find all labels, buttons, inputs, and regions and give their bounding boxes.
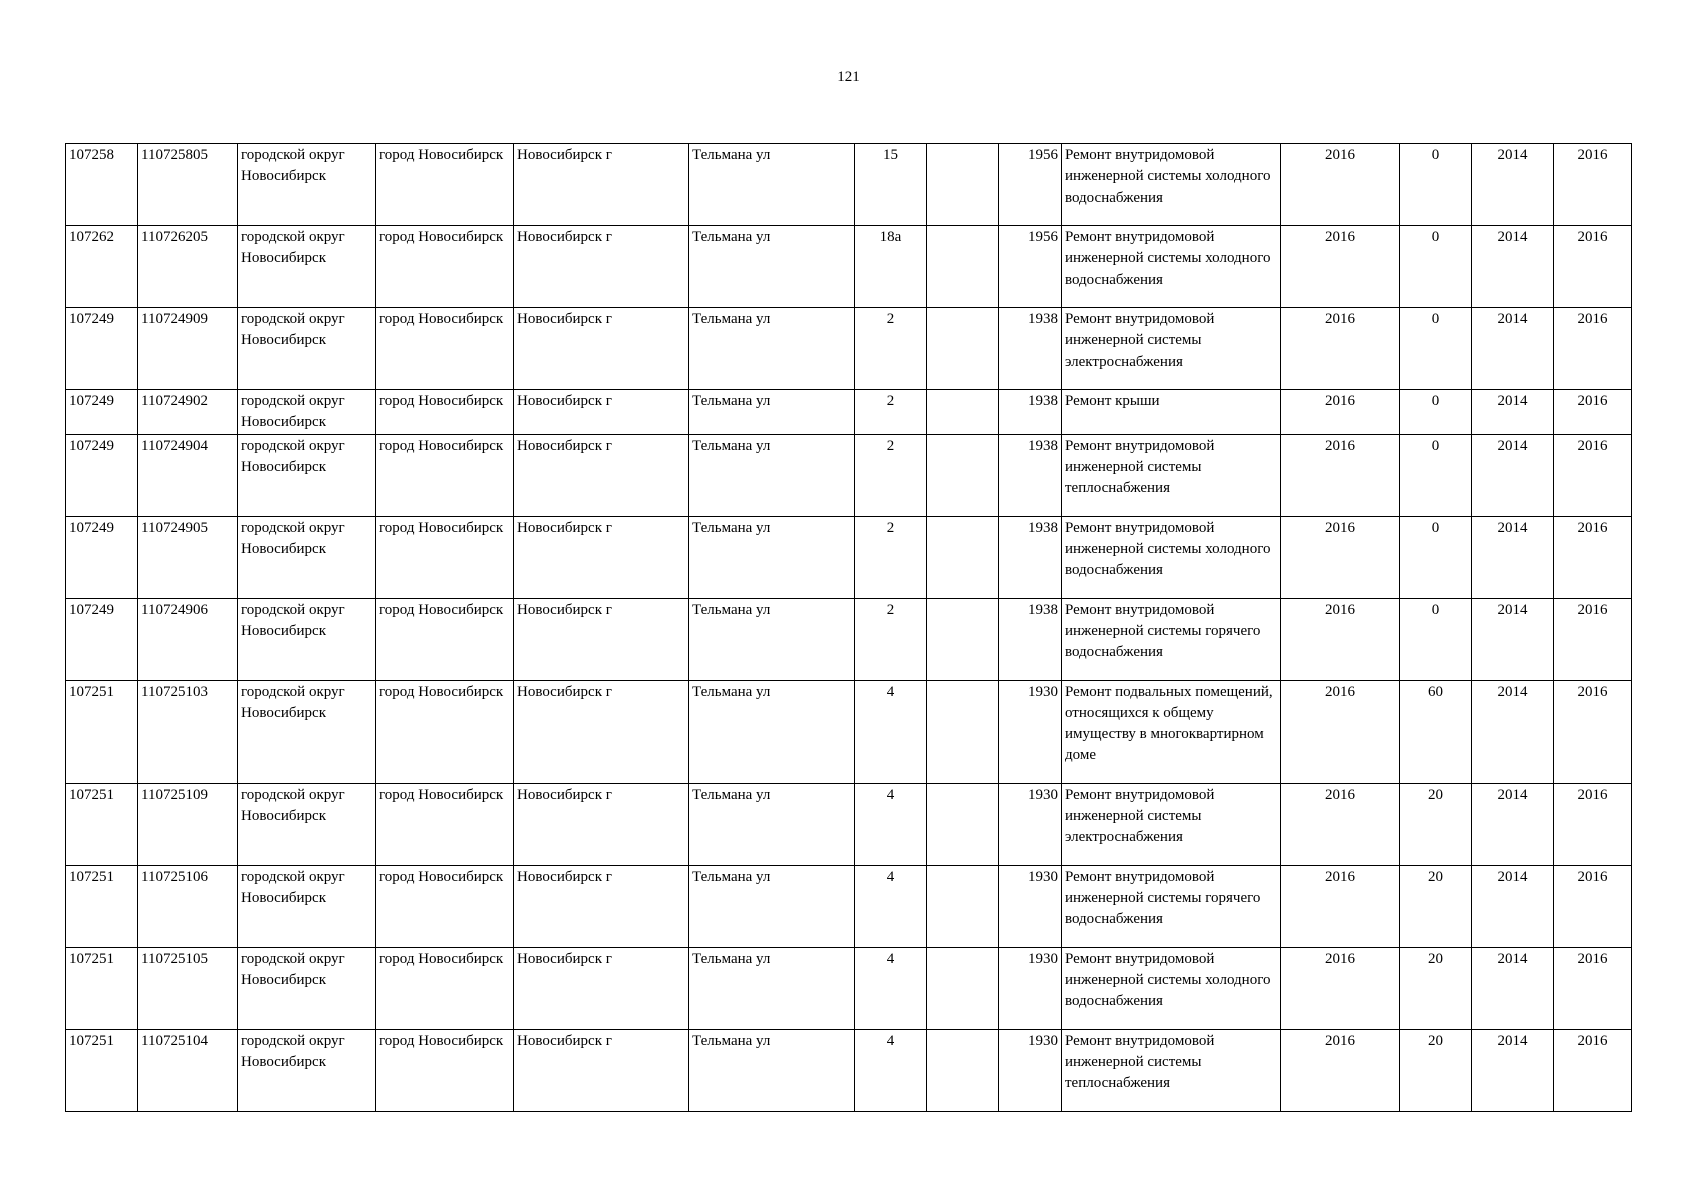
wear-percent-cell: 0: [1400, 598, 1472, 680]
table-row: [66, 144, 1632, 226]
street-cell: Тельмана ул: [689, 598, 855, 680]
object-id-cell: 107249: [66, 308, 138, 390]
district-cell: городской округ Новосибирск: [238, 434, 376, 516]
settlement-cell: город Новосибирск: [376, 226, 514, 308]
city-cell: Новосибирск г: [514, 598, 689, 680]
settlement-cell: город Новосибирск: [376, 865, 514, 947]
house-number-cell: 2: [855, 598, 927, 680]
planned-year-cell: 2016: [1281, 598, 1400, 680]
object-id-cell: 107251: [66, 865, 138, 947]
planned-year-cell: 2016: [1281, 1029, 1400, 1111]
table-row: [66, 434, 1632, 516]
planned-year-cell: 2016: [1281, 947, 1400, 1029]
element-code-cell: 110725103: [138, 680, 238, 783]
district-cell: городской округ Новосибирск: [238, 1029, 376, 1111]
work-type-cell: Ремонт внутридомовой инженерной системы теплоснабжения: [1062, 1029, 1281, 1111]
year-built-cell: 1930: [999, 783, 1062, 865]
building-extra-cell: [927, 783, 999, 865]
year-built-cell: 1956: [999, 226, 1062, 308]
planned-year-cell: 2016: [1281, 434, 1400, 516]
city-cell: Новосибирск г: [514, 144, 689, 226]
period-end-cell: 2016: [1554, 680, 1632, 783]
element-code-cell: 110724902: [138, 390, 238, 435]
period-start-cell: 2014: [1472, 226, 1554, 308]
district-cell: городской округ Новосибирск: [238, 226, 376, 308]
city-cell: Новосибирск г: [514, 434, 689, 516]
period-start-cell: 2014: [1472, 598, 1554, 680]
settlement-cell: город Новосибирск: [376, 680, 514, 783]
element-code-cell: 110724909: [138, 308, 238, 390]
building-extra-cell: [927, 516, 999, 598]
year-built-cell: 1938: [999, 308, 1062, 390]
house-number-cell: 2: [855, 434, 927, 516]
object-id-cell: 107262: [66, 226, 138, 308]
element-code-cell: 110726205: [138, 226, 238, 308]
settlement-cell: город Новосибирск: [376, 598, 514, 680]
building-extra-cell: [927, 226, 999, 308]
object-id-cell: 107258: [66, 144, 138, 226]
year-built-cell: 1956: [999, 144, 1062, 226]
city-cell: Новосибирск г: [514, 308, 689, 390]
table-row: [66, 947, 1632, 1029]
district-cell: городской округ Новосибирск: [238, 144, 376, 226]
element-code-cell: 110724905: [138, 516, 238, 598]
repair-program-table: [65, 143, 1632, 1112]
street-cell: Тельмана ул: [689, 783, 855, 865]
city-cell: Новосибирск г: [514, 947, 689, 1029]
city-cell: Новосибирск г: [514, 516, 689, 598]
house-number-cell: 4: [855, 947, 927, 1029]
building-extra-cell: [927, 308, 999, 390]
wear-percent-cell: 0: [1400, 308, 1472, 390]
wear-percent-cell: 0: [1400, 390, 1472, 435]
settlement-cell: город Новосибирск: [376, 947, 514, 1029]
work-type-cell: Ремонт внутридомовой инженерной системы холодного водоснабжения: [1062, 947, 1281, 1029]
city-cell: Новосибирск г: [514, 1029, 689, 1111]
wear-percent-cell: 0: [1400, 516, 1472, 598]
table-row: [66, 1029, 1632, 1111]
element-code-cell: 110724906: [138, 598, 238, 680]
object-id-cell: 107249: [66, 516, 138, 598]
table-row: [66, 226, 1632, 308]
city-cell: Новосибирск г: [514, 390, 689, 435]
object-id-cell: 107251: [66, 947, 138, 1029]
district-cell: городской округ Новосибирск: [238, 308, 376, 390]
year-built-cell: 1938: [999, 434, 1062, 516]
building-extra-cell: [927, 144, 999, 226]
house-number-cell: 4: [855, 1029, 927, 1111]
element-code-cell: 110725109: [138, 783, 238, 865]
period-end-cell: 2016: [1554, 947, 1632, 1029]
building-extra-cell: [927, 865, 999, 947]
object-id-cell: 107251: [66, 680, 138, 783]
settlement-cell: город Новосибирск: [376, 308, 514, 390]
period-start-cell: 2014: [1472, 865, 1554, 947]
district-cell: городской округ Новосибирск: [238, 865, 376, 947]
settlement-cell: город Новосибирск: [376, 144, 514, 226]
street-cell: Тельмана ул: [689, 226, 855, 308]
period-start-cell: 2014: [1472, 947, 1554, 1029]
table-row: [66, 516, 1632, 598]
street-cell: Тельмана ул: [689, 144, 855, 226]
street-cell: Тельмана ул: [689, 680, 855, 783]
wear-percent-cell: 20: [1400, 947, 1472, 1029]
period-end-cell: 2016: [1554, 226, 1632, 308]
house-number-cell: 4: [855, 680, 927, 783]
work-type-cell: Ремонт внутридомовой инженерной системы горячего водоснабжения: [1062, 865, 1281, 947]
street-cell: Тельмана ул: [689, 308, 855, 390]
house-number-cell: 2: [855, 390, 927, 435]
period-end-cell: 2016: [1554, 144, 1632, 226]
table-row: [66, 308, 1632, 390]
wear-percent-cell: 20: [1400, 1029, 1472, 1111]
building-extra-cell: [927, 598, 999, 680]
period-start-cell: 2014: [1472, 434, 1554, 516]
street-cell: Тельмана ул: [689, 516, 855, 598]
building-extra-cell: [927, 434, 999, 516]
street-cell: Тельмана ул: [689, 947, 855, 1029]
building-extra-cell: [927, 680, 999, 783]
house-number-cell: 4: [855, 783, 927, 865]
settlement-cell: город Новосибирск: [376, 783, 514, 865]
table-row: [66, 390, 1632, 435]
element-code-cell: 110725106: [138, 865, 238, 947]
planned-year-cell: 2016: [1281, 783, 1400, 865]
year-built-cell: 1938: [999, 516, 1062, 598]
wear-percent-cell: 0: [1400, 144, 1472, 226]
work-type-cell: Ремонт внутридомовой инженерной системы холодного водоснабжения: [1062, 144, 1281, 226]
period-end-cell: 2016: [1554, 390, 1632, 435]
street-cell: Тельмана ул: [689, 434, 855, 516]
house-number-cell: 15: [855, 144, 927, 226]
period-end-cell: 2016: [1554, 865, 1632, 947]
period-end-cell: 2016: [1554, 1029, 1632, 1111]
period-start-cell: 2014: [1472, 1029, 1554, 1111]
work-type-cell: Ремонт внутридомовой инженерной системы теплоснабжения: [1062, 434, 1281, 516]
building-extra-cell: [927, 1029, 999, 1111]
street-cell: Тельмана ул: [689, 390, 855, 435]
work-type-cell: Ремонт крыши: [1062, 390, 1281, 435]
year-built-cell: 1930: [999, 1029, 1062, 1111]
element-code-cell: 110724904: [138, 434, 238, 516]
house-number-cell: 2: [855, 308, 927, 390]
district-cell: городской округ Новосибирск: [238, 680, 376, 783]
period-start-cell: 2014: [1472, 783, 1554, 865]
element-code-cell: 110725805: [138, 144, 238, 226]
work-type-cell: Ремонт внутридомовой инженерной системы горячего водоснабжения: [1062, 598, 1281, 680]
period-end-cell: 2016: [1554, 308, 1632, 390]
work-type-cell: Ремонт внутридомовой инженерной системы электроснабжения: [1062, 308, 1281, 390]
object-id-cell: 107251: [66, 783, 138, 865]
period-end-cell: 2016: [1554, 783, 1632, 865]
period-end-cell: 2016: [1554, 516, 1632, 598]
district-cell: городской округ Новосибирск: [238, 598, 376, 680]
period-end-cell: 2016: [1554, 598, 1632, 680]
wear-percent-cell: 0: [1400, 434, 1472, 516]
period-start-cell: 2014: [1472, 516, 1554, 598]
object-id-cell: 107251: [66, 1029, 138, 1111]
period-start-cell: 2014: [1472, 144, 1554, 226]
district-cell: городской округ Новосибирск: [238, 390, 376, 435]
district-cell: городской округ Новосибирск: [238, 516, 376, 598]
work-type-cell: Ремонт внутридомовой инженерной системы электроснабжения: [1062, 783, 1281, 865]
year-built-cell: 1938: [999, 390, 1062, 435]
year-built-cell: 1938: [999, 598, 1062, 680]
house-number-cell: 2: [855, 516, 927, 598]
building-extra-cell: [927, 390, 999, 435]
element-code-cell: 110725105: [138, 947, 238, 1029]
city-cell: Новосибирск г: [514, 865, 689, 947]
work-type-cell: Ремонт внутридомовой инженерной системы холодного водоснабжения: [1062, 226, 1281, 308]
street-cell: Тельмана ул: [689, 865, 855, 947]
element-code-cell: 110725104: [138, 1029, 238, 1111]
table-row: [66, 865, 1632, 947]
year-built-cell: 1930: [999, 947, 1062, 1029]
work-type-cell: Ремонт подвальных помещений, относящихся к общему имуществу в многоквартирном доме: [1062, 680, 1281, 783]
table-row: [66, 598, 1632, 680]
city-cell: Новосибирск г: [514, 783, 689, 865]
year-built-cell: 1930: [999, 680, 1062, 783]
planned-year-cell: 2016: [1281, 144, 1400, 226]
period-start-cell: 2014: [1472, 308, 1554, 390]
wear-percent-cell: 20: [1400, 783, 1472, 865]
house-number-cell: 18а: [855, 226, 927, 308]
building-extra-cell: [927, 947, 999, 1029]
city-cell: Новосибирск г: [514, 680, 689, 783]
table-row: [66, 783, 1632, 865]
wear-percent-cell: 60: [1400, 680, 1472, 783]
planned-year-cell: 2016: [1281, 865, 1400, 947]
planned-year-cell: 2016: [1281, 680, 1400, 783]
street-cell: Тельмана ул: [689, 1029, 855, 1111]
settlement-cell: город Новосибирск: [376, 434, 514, 516]
settlement-cell: город Новосибирск: [376, 1029, 514, 1111]
object-id-cell: 107249: [66, 598, 138, 680]
wear-percent-cell: 0: [1400, 226, 1472, 308]
period-end-cell: 2016: [1554, 434, 1632, 516]
table-row: [66, 680, 1632, 783]
year-built-cell: 1930: [999, 865, 1062, 947]
object-id-cell: 107249: [66, 434, 138, 516]
table-body: [66, 144, 1632, 1112]
house-number-cell: 4: [855, 865, 927, 947]
period-start-cell: 2014: [1472, 390, 1554, 435]
settlement-cell: город Новосибирск: [376, 390, 514, 435]
planned-year-cell: 2016: [1281, 308, 1400, 390]
planned-year-cell: 2016: [1281, 390, 1400, 435]
planned-year-cell: 2016: [1281, 226, 1400, 308]
page-number: 121: [837, 69, 860, 85]
period-start-cell: 2014: [1472, 680, 1554, 783]
city-cell: Новосибирск г: [514, 226, 689, 308]
planned-year-cell: 2016: [1281, 516, 1400, 598]
work-type-cell: Ремонт внутридомовой инженерной системы холодного водоснабжения: [1062, 516, 1281, 598]
object-id-cell: 107249: [66, 390, 138, 435]
district-cell: городской округ Новосибирск: [238, 783, 376, 865]
wear-percent-cell: 20: [1400, 865, 1472, 947]
settlement-cell: город Новосибирск: [376, 516, 514, 598]
district-cell: городской округ Новосибирск: [238, 947, 376, 1029]
